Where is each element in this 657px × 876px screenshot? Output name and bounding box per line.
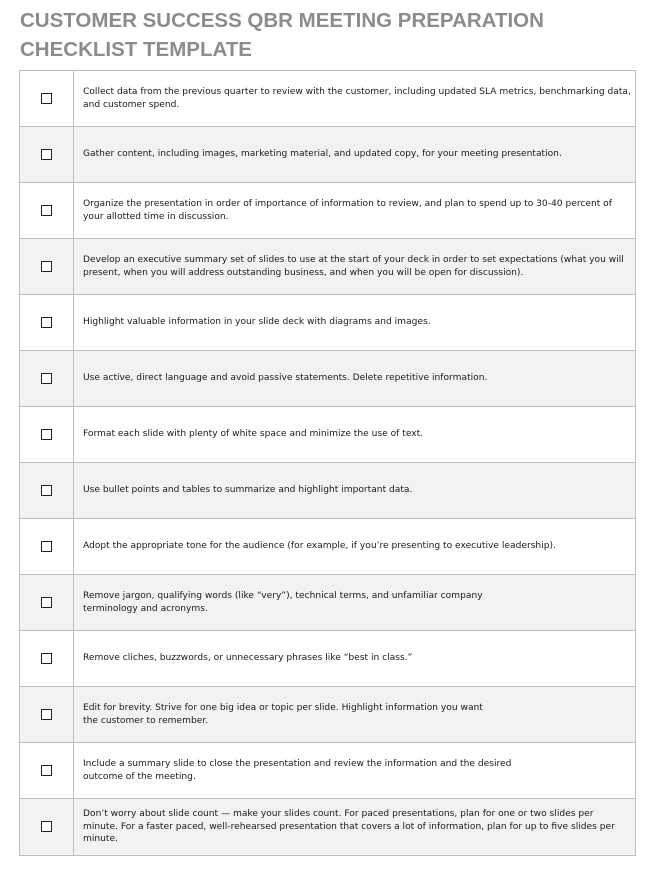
checkbox[interactable] xyxy=(41,317,52,328)
checklist-row xyxy=(20,407,636,463)
checklist-row xyxy=(20,519,636,575)
checkbox[interactable] xyxy=(41,429,52,440)
checklist-row xyxy=(20,687,636,743)
checklist-table xyxy=(19,70,636,856)
checkbox[interactable] xyxy=(41,653,52,664)
checkbox[interactable] xyxy=(41,261,52,272)
checklist-item-text: Don’t worry about slide count — make your slides count. For paced presentations, plan for one or two slides per minute. For a faster paced, well-rehearsed presentation that covers a lot of information, plan for up to five slides per minute. xyxy=(74,799,636,856)
checklist-item-text: Include a summary slide to close the presentation and review the information and the desired outcome of the meeting. xyxy=(74,743,636,799)
checklist-item-text: Highlight valuable information in your slide deck with diagrams and images. xyxy=(74,295,636,351)
checkbox[interactable] xyxy=(41,205,52,216)
checkbox[interactable] xyxy=(41,597,52,608)
checkbox-cell xyxy=(20,351,74,407)
checkbox-cell xyxy=(20,295,74,351)
checkbox-cell xyxy=(20,631,74,687)
checklist-item-text: Organize the presentation in order of importance of information to review, and plan to spend up to 30-40 percent of your allotted time in discussion. xyxy=(74,183,636,239)
checklist-row xyxy=(20,295,636,351)
checklist-row xyxy=(20,71,636,127)
checklist-row xyxy=(20,463,636,519)
checkbox-cell xyxy=(20,687,74,743)
checklist-item-text: Use active, direct language and avoid passive statements. Delete repetitive information. xyxy=(74,351,636,407)
checkbox[interactable] xyxy=(41,373,52,384)
checkbox[interactable] xyxy=(41,93,52,104)
checklist-item-text: Remove jargon, qualifying words (like “very”), technical terms, and unfamiliar company terminology and acronyms. xyxy=(74,575,636,631)
checkbox-cell xyxy=(20,575,74,631)
checklist-row xyxy=(20,127,636,183)
checkbox[interactable] xyxy=(41,149,52,160)
checkbox-cell xyxy=(20,183,74,239)
checkbox[interactable] xyxy=(41,821,52,832)
checkbox[interactable] xyxy=(41,485,52,496)
checkbox-cell xyxy=(20,71,74,127)
checklist-item-text: Format each slide with plenty of white space and minimize the use of text. xyxy=(74,407,636,463)
checkbox-cell xyxy=(20,463,74,519)
checklist-body xyxy=(20,71,636,856)
checkbox-cell xyxy=(20,407,74,463)
checklist-item-text: Develop an executive summary set of slides to use at the start of your deck in order to set expectations (what you will present, when you will address outstanding business, and when you will be open for discussion). xyxy=(74,239,636,295)
checklist-item-text: Use bullet points and tables to summarize and highlight important data. xyxy=(74,463,636,519)
checkbox-cell xyxy=(20,799,74,856)
checklist-row xyxy=(20,183,636,239)
checklist-item-text: Remove cliches, buzzwords, or unnecessary phrases like “best in class.” xyxy=(74,631,636,687)
checkbox-cell xyxy=(20,127,74,183)
checklist-item-text: Adopt the appropriate tone for the audience (for example, if you’re presenting to executive leadership). xyxy=(74,519,636,575)
checklist-row xyxy=(20,799,636,856)
checkbox-cell xyxy=(20,743,74,799)
checkbox[interactable] xyxy=(41,709,52,720)
checkbox-cell xyxy=(20,519,74,575)
checklist-row xyxy=(20,351,636,407)
checklist-item-text: Edit for brevity. Strive for one big idea or topic per slide. Highlight information you want the customer to remember. xyxy=(74,687,636,743)
checklist-item-text: Collect data from the previous quarter to review with the customer, including updated SLA metrics, benchmarking data, and customer spend. xyxy=(74,71,636,127)
page-title: CUSTOMER SUCCESS QBR MEETING PREPARATION CHECKLIST TEMPLATE xyxy=(20,9,544,61)
checkbox[interactable] xyxy=(41,765,52,776)
checklist-row xyxy=(20,743,636,799)
checklist-row xyxy=(20,631,636,687)
checkbox-cell xyxy=(20,239,74,295)
checklist-row xyxy=(20,239,636,295)
checklist-item-text: Gather content, including images, marketing material, and updated copy, for your meeting presentation. xyxy=(74,127,636,183)
checklist-row xyxy=(20,575,636,631)
checkbox[interactable] xyxy=(41,541,52,552)
